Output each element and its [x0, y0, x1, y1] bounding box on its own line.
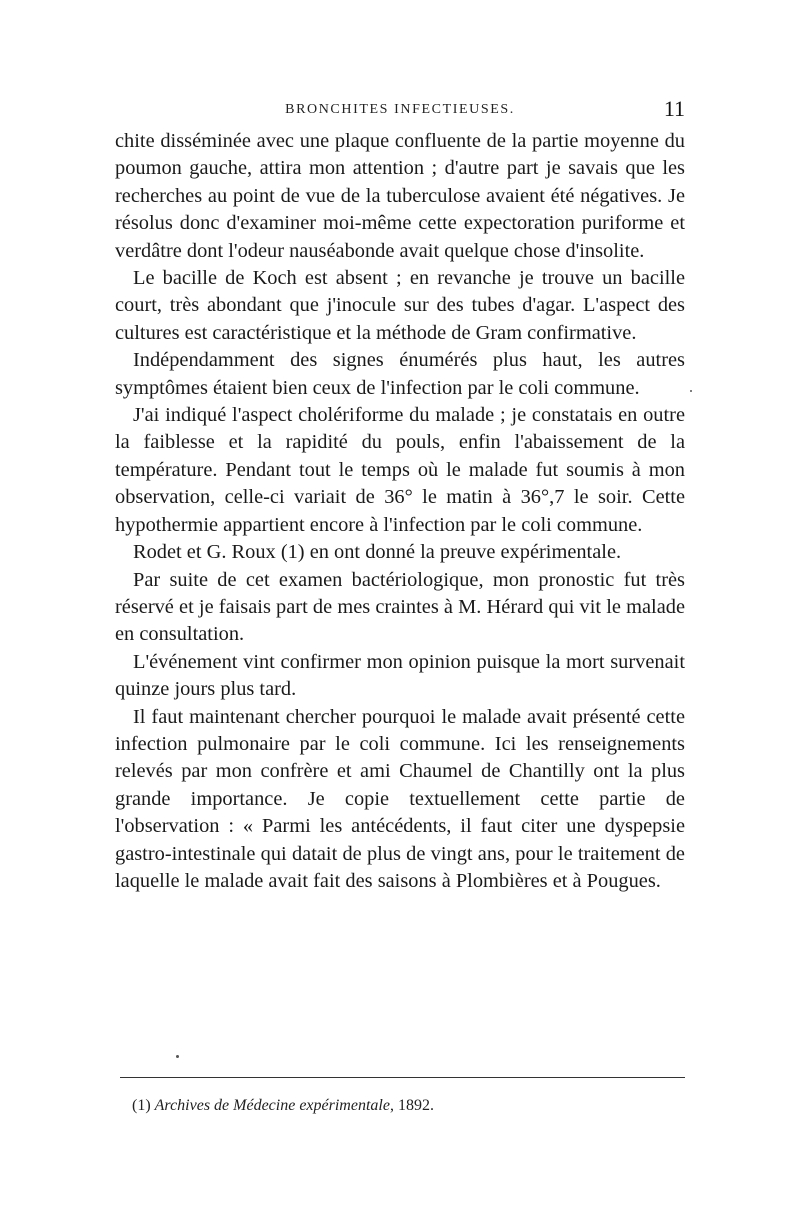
paragraph-8: Il faut maintenant chercher pourquoi le malade avait présenté cette infection pulmonaire par le coli commune. Ici les renseignements relevés par mon confrère et ami Chaumel de Chantilly ont la plus grande importance. Je copie textuellement cette partie de l'observation : « Parmi les antécédents, il faut citer une dyspepsie gastro-intestinale qui datait de plus de vingt ans, pour le traitement de laquelle le malade avait fait des saisons à Plombières et à Pougues.: [115, 705, 685, 892]
footnote: [132, 1097, 682, 1115]
paragraph-7: L'événement vint confirmer mon opinion puisque la mort survenait quinze jours plus tard.: [115, 650, 685, 701]
paragraph-5: Rodet et G. Roux (1) en ont donné la preuve expérimentale.: [133, 541, 622, 564]
running-title: BRONCHITES INFECTIEUSES.: [285, 102, 515, 117]
footnote-source: Archives de Médecine expérimentale: [154, 1097, 390, 1114]
paragraph-1: chite disséminée avec une plaque confluente de la partie moyenne du poumon gauche, attira mon attention ; d'autre part je savais que les recherches au point de vue de la tuberculose avaient été négatives. Je résolus donc d'examiner moi-même cette expectoration puriforme et verdâtre dont l'odeur nauséabonde avait quelque chose d'insolite.: [115, 130, 685, 262]
paragraph-2: Le bacille de Koch est absent ; en revanche je trouve un bacille court, très abondant que j'inocule sur des tubes d'agar. L'aspect des cultures est caractéristique et la méthode de Gram confirmative.: [115, 267, 685, 344]
footnote-year: , 1892.: [389, 1097, 434, 1114]
paragraph-6: Par suite de cet examen bactériologique, mon pronostic fut très réservé et je faisais part de mes craintes à M. Hérard qui vit le malade en consultation.: [115, 568, 685, 646]
footnote-marker: (1): [132, 1097, 151, 1114]
body-text: [115, 128, 685, 895]
paragraph-4: J'ai indiqué l'aspect cholériforme du malade ; je constatais en outre la faiblesse et la rapidité du pouls, enfin l'abaissement de la température. Pendant tout le temps où le malade fut soumis à mon observation, celle-ci variait de 36° le matin à 36°,7 le soir. Cette hypothermie appartient encore à l'infection par le coli commune.: [115, 404, 685, 536]
paragraph-3: Indépendamment des signes énumérés plus haut, les autres symptômes étaient bien ceux de l'infection par le coli commune.: [115, 349, 685, 399]
ink-speck: [690, 390, 692, 392]
page-number: 11: [663, 96, 685, 121]
ink-speck: [176, 1055, 179, 1058]
running-head: [115, 96, 685, 126]
footnote-rule: [120, 1077, 685, 1078]
